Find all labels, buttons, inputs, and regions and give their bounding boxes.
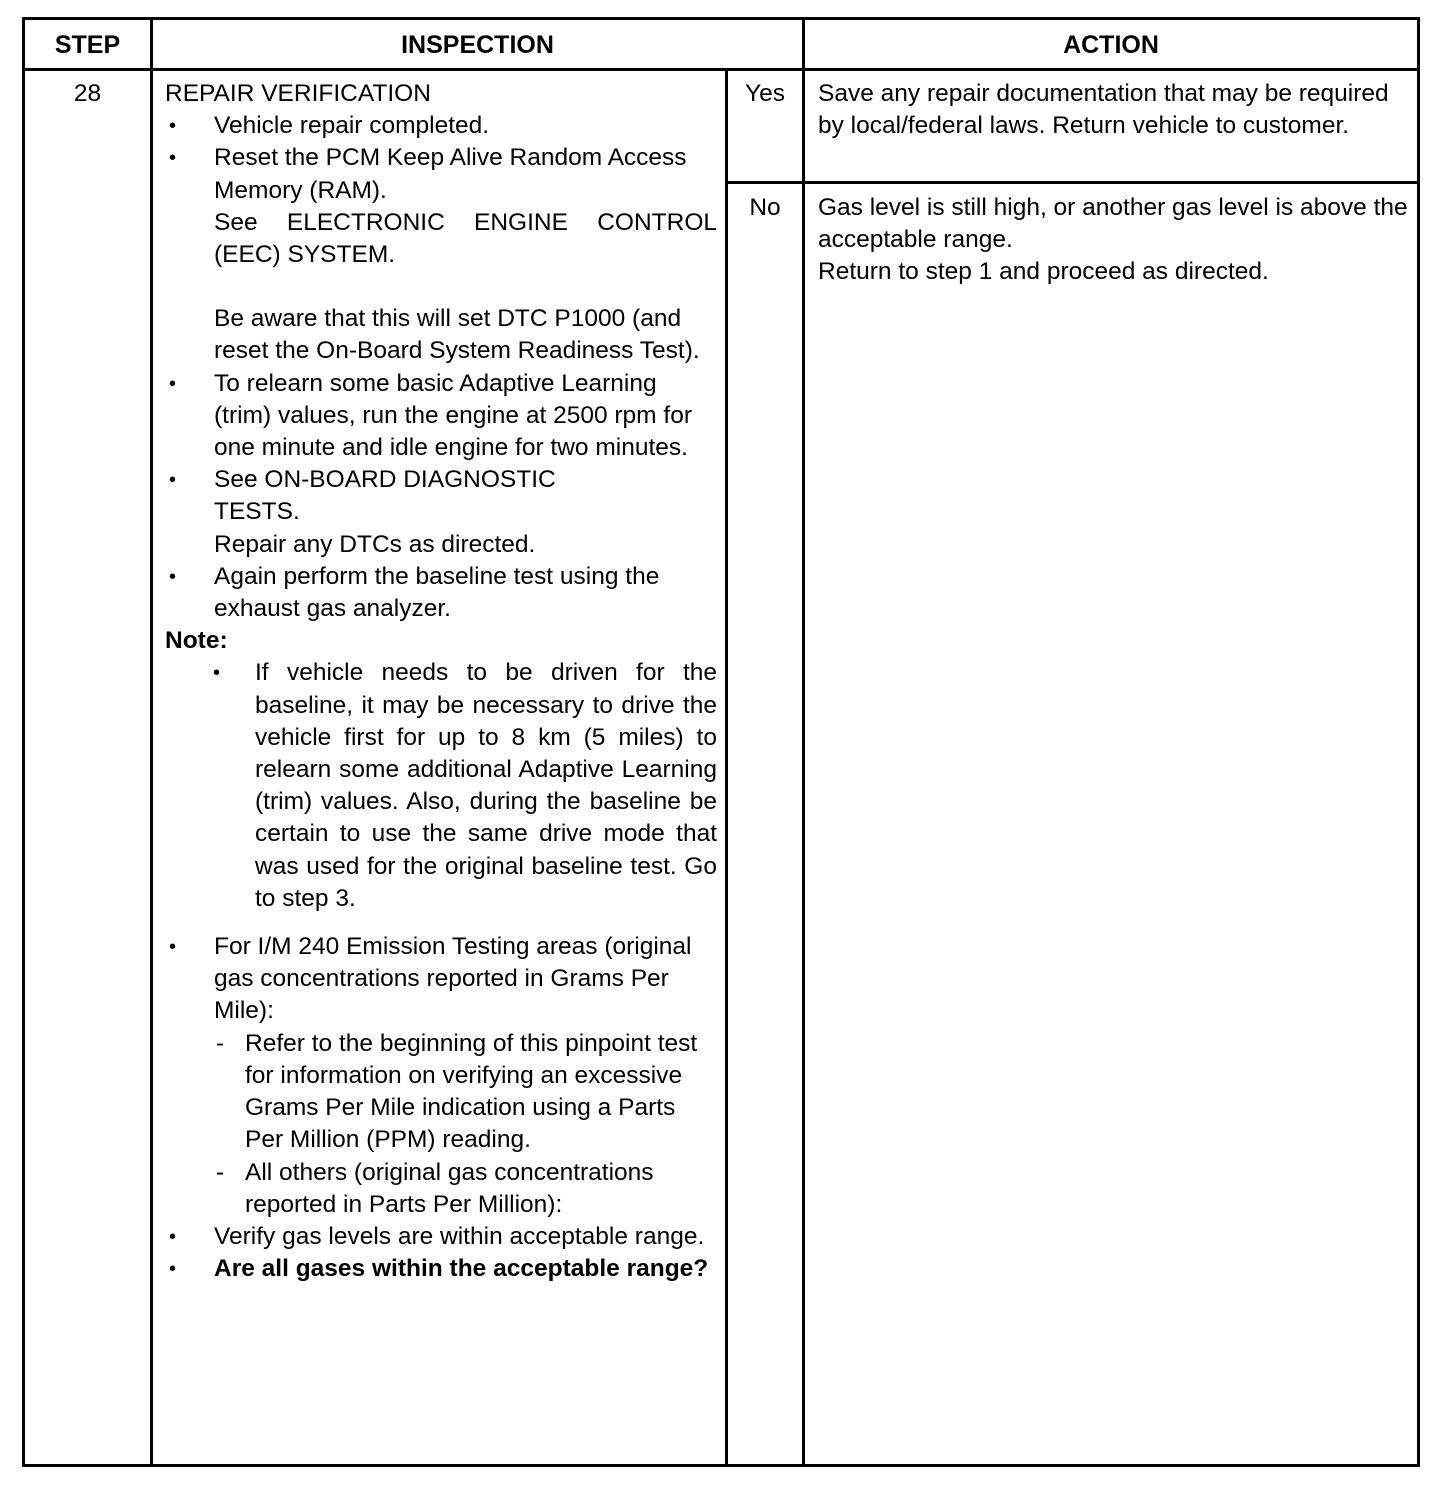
no-label: No — [749, 194, 781, 221]
inspection-bullet — [165, 1253, 717, 1285]
sub-item — [214, 1157, 717, 1221]
sub-text: Refer to the beginning of this pinpoint test for information on verifying an excessive Grams Per Mile indication using a Parts Per Million (PPM) reading. — [245, 1029, 698, 1154]
question-text: Are all gases within the acceptable range? — [214, 1255, 709, 1283]
no-action-line: Return to step 1 and proceed as directed. — [818, 258, 1269, 286]
col-divider-answer — [725, 70, 728, 1464]
yes-no-rule — [728, 181, 1417, 184]
yes-action: Save any repair documentation that may be required by local/federal laws. Return vehicle to customer. — [818, 80, 1389, 140]
diagnostic-table — [22, 17, 1420, 1467]
bullet-text: • For I/M 240 Emission Testing areas (original gas concentrations reported in Grams Per Mile): — [214, 933, 692, 1025]
header-step: STEP — [54, 30, 121, 59]
bullet-text: • Reset the PCM Keep Alive Random Access Memory (RAM). — [214, 144, 687, 204]
inspection-bullet — [165, 561, 717, 625]
sub-item — [214, 1028, 717, 1157]
step-number: 28 — [73, 80, 102, 107]
bullet-text: To relearn some basic Adaptive Learning (trim) values, run the engine at 2500 rpm for one minute and idle engine for two minutes. — [214, 369, 692, 462]
bullet-text: • See ON-BOARD DIAGNOSTIC TESTS. — [214, 466, 556, 526]
bullet-text: Vehicle repair completed. — [214, 112, 490, 140]
inspection-bullet — [165, 1221, 717, 1253]
col-divider-action — [802, 20, 805, 1464]
bullet-text: Repair any DTCs as directed. — [214, 530, 536, 558]
note-title: Note: — [165, 627, 228, 655]
inspection-bullet — [165, 464, 717, 561]
inspection-title: REPAIR VERIFICATION — [165, 80, 431, 107]
no-action-line: Gas level is still high, or another gas level is above the acceptable range. — [818, 194, 1408, 254]
note-text: If vehicle needs to be driven for the baseline, it may be necessary to drive the vehicle first for up to 8 km (5 miles) to relearn some additional Adaptive Learning (trim) values. Also, during the baseline be certain to use the same drive mode that was used for the original baseline test. Go to step 3. — [255, 659, 717, 912]
inspection-bullet — [165, 368, 717, 465]
col-divider-step — [150, 20, 153, 1464]
note-bullet — [209, 657, 717, 915]
bullet-text: Be aware that this will set DTC P1000 (and reset the On-Board System Readiness Test). — [214, 305, 700, 365]
header-inspection: INSPECTION — [401, 30, 554, 59]
bullet-text: Again perform the baseline test using the exhaust gas analyzer. — [214, 562, 660, 623]
no-action — [818, 192, 1408, 289]
inspection-bullet — [165, 142, 717, 367]
bullet-text: See ELECTRONIC ENGINE CONTROL (EEC) SYSTEM. — [214, 208, 717, 269]
inspection-cell — [165, 78, 717, 1285]
inspection-bullet — [165, 931, 717, 1221]
yes-label: Yes — [745, 80, 785, 107]
header-action: ACTION — [1063, 30, 1159, 59]
inspection-bullet — [165, 110, 717, 142]
bullet-text: Verify gas levels are within acceptable range. — [214, 1222, 705, 1250]
sub-text: All others (original gas concentrations reported in Parts Per Million): — [245, 1158, 654, 1218]
